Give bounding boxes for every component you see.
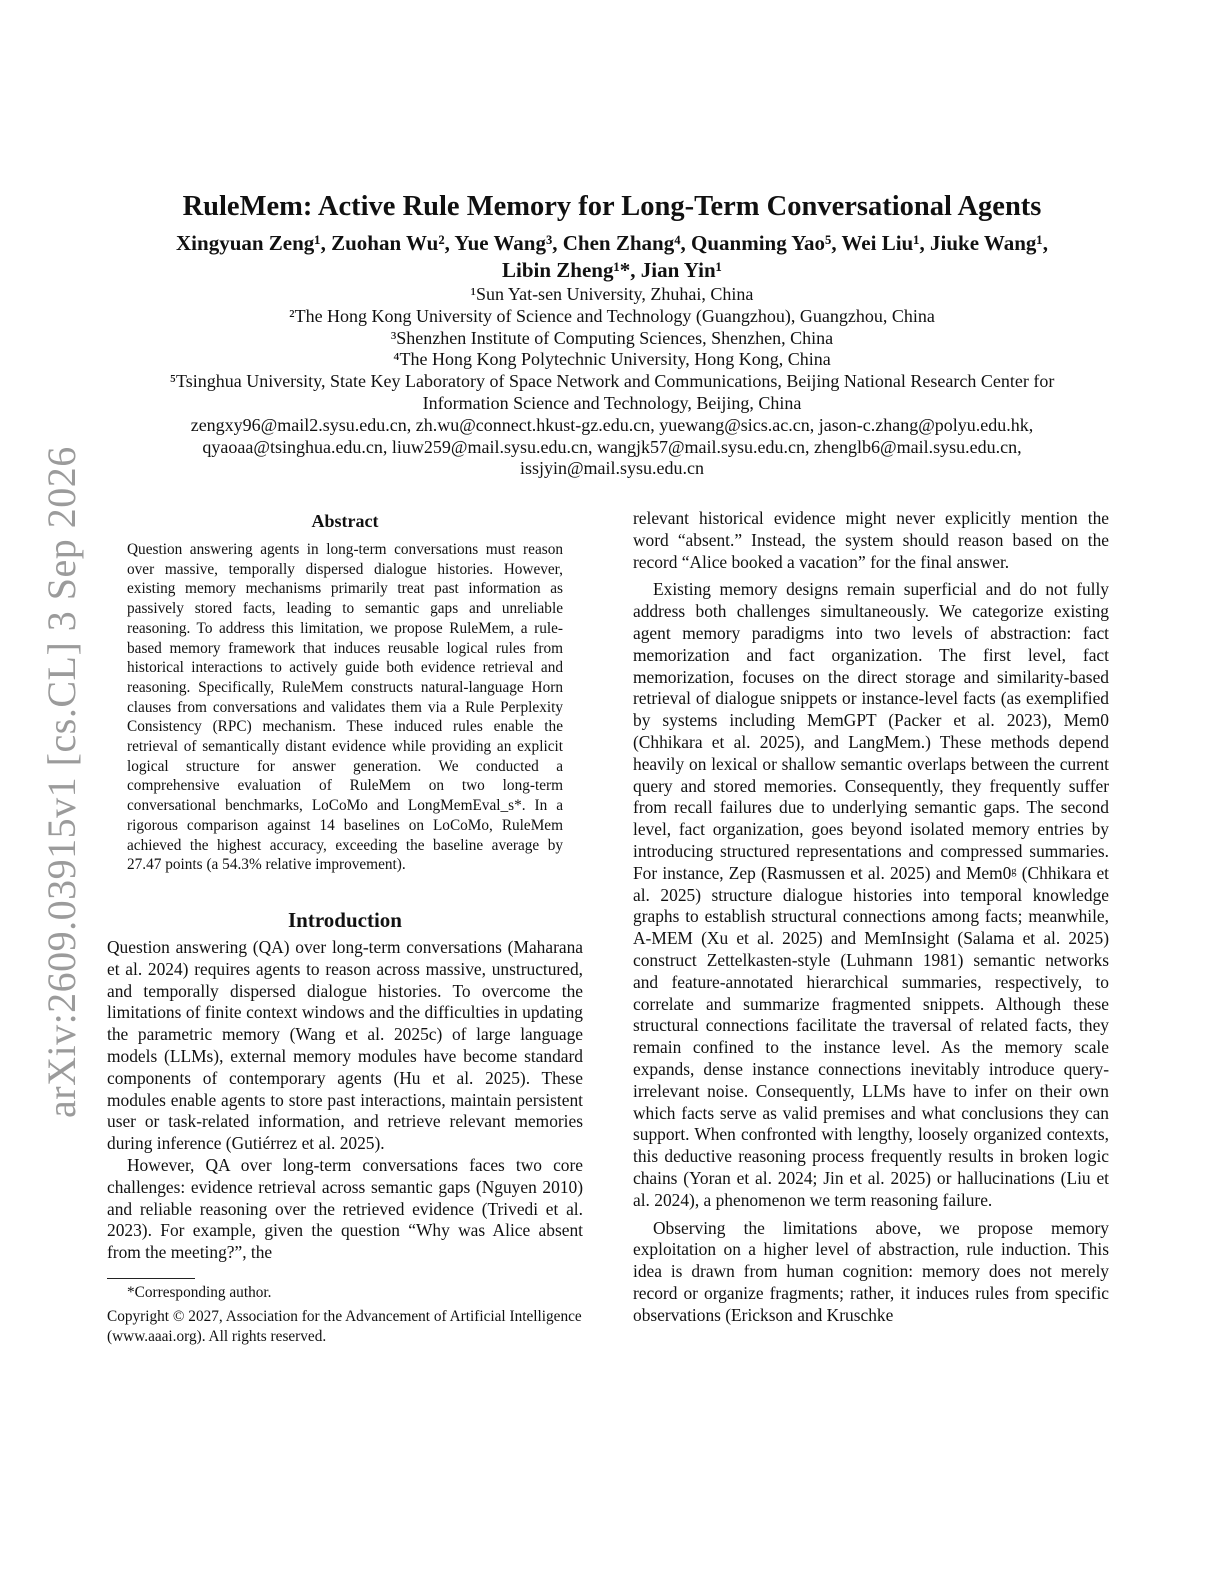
affiliation: ³Shenzhen Institute of Computing Sciences, Shenzhen, China xyxy=(390,327,834,348)
author-emails xyxy=(100,415,1124,480)
affiliation: Information Science and Technology, Beijing, China xyxy=(422,392,802,413)
affiliation: ¹Sun Yat-sen University, Zhuhai, China xyxy=(470,284,754,304)
email-line: qyaoaa@tsinghua.edu.cn, liuw259@mail.sysu.edu.cn, wangjk57@mail.sysu.edu.cn, zhenglb6@mail.sysu.edu.cn, xyxy=(202,436,1022,457)
abstract-heading: Abstract xyxy=(311,511,379,531)
authors-line-2: Libin Zheng¹*, Jian Yin¹ xyxy=(502,258,722,282)
author-list xyxy=(100,230,1124,284)
affiliation: ⁵Tsinghua University, State Key Laboratory of Space Network and Communications, Beijing National Research Center for xyxy=(169,371,1055,392)
footnote-divider xyxy=(107,1278,195,1279)
intro-paragraph-1: Question answering (QA) over long-term conversations (Maharana et al. 2024) requires agents to reason across massive, unstructured, and temporally dispersed dialogue histories. To overcome the limitations of finite context windows and the difficulties in updating the parametric memory (Wang et al. 2025c) of large language models (LLMs), external memory modules have become standard components of contemporary agents (Hu et al. 2025). These modules enable agents to store past interactions, maintain persistent user or task-related information, and retrieve relevant memories during inference (Gutiérrez et al. 2025). xyxy=(107,936,583,1154)
paper-header xyxy=(100,190,1124,480)
authors-line-1: Xingyuan Zeng¹, Zuohan Wu², Yue Wang³, Chen Zhang⁴, Quanming Yao⁵, Wei Liu¹, Jiuke Wang¹, xyxy=(176,231,1048,255)
intro-paragraph-2: However, QA over long-term conversations faces two core challenges: evidence retrieval across semantic gaps (Nguyen 2010) and reliable reasoning over the retrieved evidence (Trivedi et al. 2023). For example, given the question “Why was Alice absent from the meeting?”, the xyxy=(107,1154,583,1263)
left-column xyxy=(107,508,583,1351)
corresponding-author-note: *Corresponding author. xyxy=(127,1283,272,1301)
intro-paragraph-4: Observing the limitations above, we propose memory exploitation on a higher level of abstraction, rule induction. This idea is drawn from human cognition: memory does not merely record or organize fragments; rather, it induces rules from specific observations (Erickson and Kruschke xyxy=(633,1217,1109,1325)
copyright-notice: Copyright © 2027, Association for the Advancement of Artificial Intelligence (www.aaai.org). All rights reserved. xyxy=(107,1307,582,1345)
arxiv-identifier: arXiv:2609.03915v1 [cs.CL] 3 Sep 2026 xyxy=(39,446,84,1118)
email-line: zengxy96@mail2.sysu.edu.cn, zh.wu@connect.hkust-gz.edu.cn, yuewang@sics.ac.cn, jason-c.zhang@polyu.edu.hk, xyxy=(190,414,1034,435)
affiliation: ⁴The Hong Kong Polytechnic University, Hong Kong, China xyxy=(393,349,831,370)
email-line: issjyin@mail.sysu.edu.cn xyxy=(519,458,705,479)
right-column xyxy=(633,508,1109,1326)
intro-paragraph-3: Existing memory designs remain superficial and do not fully address both challenges simultaneously. We categorize existing agent memory paradigms into two levels of abstraction: fact memorization and fact organization. The first level, fact memorization, focuses on the direct storage and similarity-based retrieval of dialogue snippets or instance-level facts (as exemplified by systems including MemGPT (Packer et al. 2023), Mem0 (Chhikara et al. 2025), and LangMem.) These methods depend heavily on lexical or shallow semantic overlaps between the current query and stored memories. Consequently, they frequently suffer from recall failures due to underlying semantic gaps. The second level, fact organization, goes beyond isolated memory entries by introducing structured representations and compressed summaries. For instance, Zep (Rasmussen et al. 2025) and Mem0ᵍ (Chhikara et al. 2025) structure dialogue histories into temporal knowledge graphs to establish structural connections among facts; meanwhile, A-MEM (Xu et al. 2025) and MemInsight (Salama et al. 2025) construct Zettelkasten-style (Luhmann 1981) semantic networks and feature-annotated hierarchical summaries, respectively, to correlate and summarize fragmented snippets. Although these structural connections facilitate the traversal of related facts, they remain confined to the instance level. As the memory scale expands, dense instance connections inevitably introduce query-irrelevant noise. Consequently, LLMs have to infer on their own which facts serve as valid premises and what conclusions they can support. When confronted with lengthy, loosely organized contexts, this deductive reasoning process frequently results in broken logic chains (Yoran et al. 2024; Jin et al. 2025) or hallucinations (Liu et al. 2024), a phenomenon we term reasoning failure. xyxy=(633,579,1109,1210)
introduction-heading: Introduction xyxy=(288,907,402,932)
affiliations xyxy=(100,284,1124,415)
abstract-text: Question answering agents in long-term conversations must reason over massive, temporally dispersed dialogue histories. However, existing memory mechanisms primarily treat past information as passively stored facts, leading to semantic gaps and unreliable reasoning. To address this limitation, we propose RuleMem, a rule-based memory framework that induces reusable logical rules from historical interactions to actively guide both evidence retrieval and reasoning. Specifically, RuleMem constructs natural-language Horn clauses from conversations and validates them via a Rule Perplexity Consistency (RPC) mechanism. These induced rules enable the retrieval of semantically distant evidence while providing an explicit logical structure for answer generation. We conducted a comprehensive evaluation of RuleMem on two long-term conversational benchmarks, LoCoMo and LongMemEval_s*. In a rigorous comparison against 14 baselines on LoCoMo, RuleMem achieved the highest accuracy, exceeding the baseline average by 27.47 points (a 54.3% relative improvement). xyxy=(127,541,563,874)
affiliation: ²The Hong Kong University of Science and Technology (Guangzhou), Guangzhou, China xyxy=(289,305,935,326)
intro-paragraph-2-continued: relevant historical evidence might never explicitly mention the word “absent.” Instead, the system should reason based on the record “Alice booked a vacation” for the final answer. xyxy=(633,508,1109,572)
paper-title: RuleMem: Active Rule Memory for Long-Term Conversational Agents xyxy=(182,191,1042,222)
